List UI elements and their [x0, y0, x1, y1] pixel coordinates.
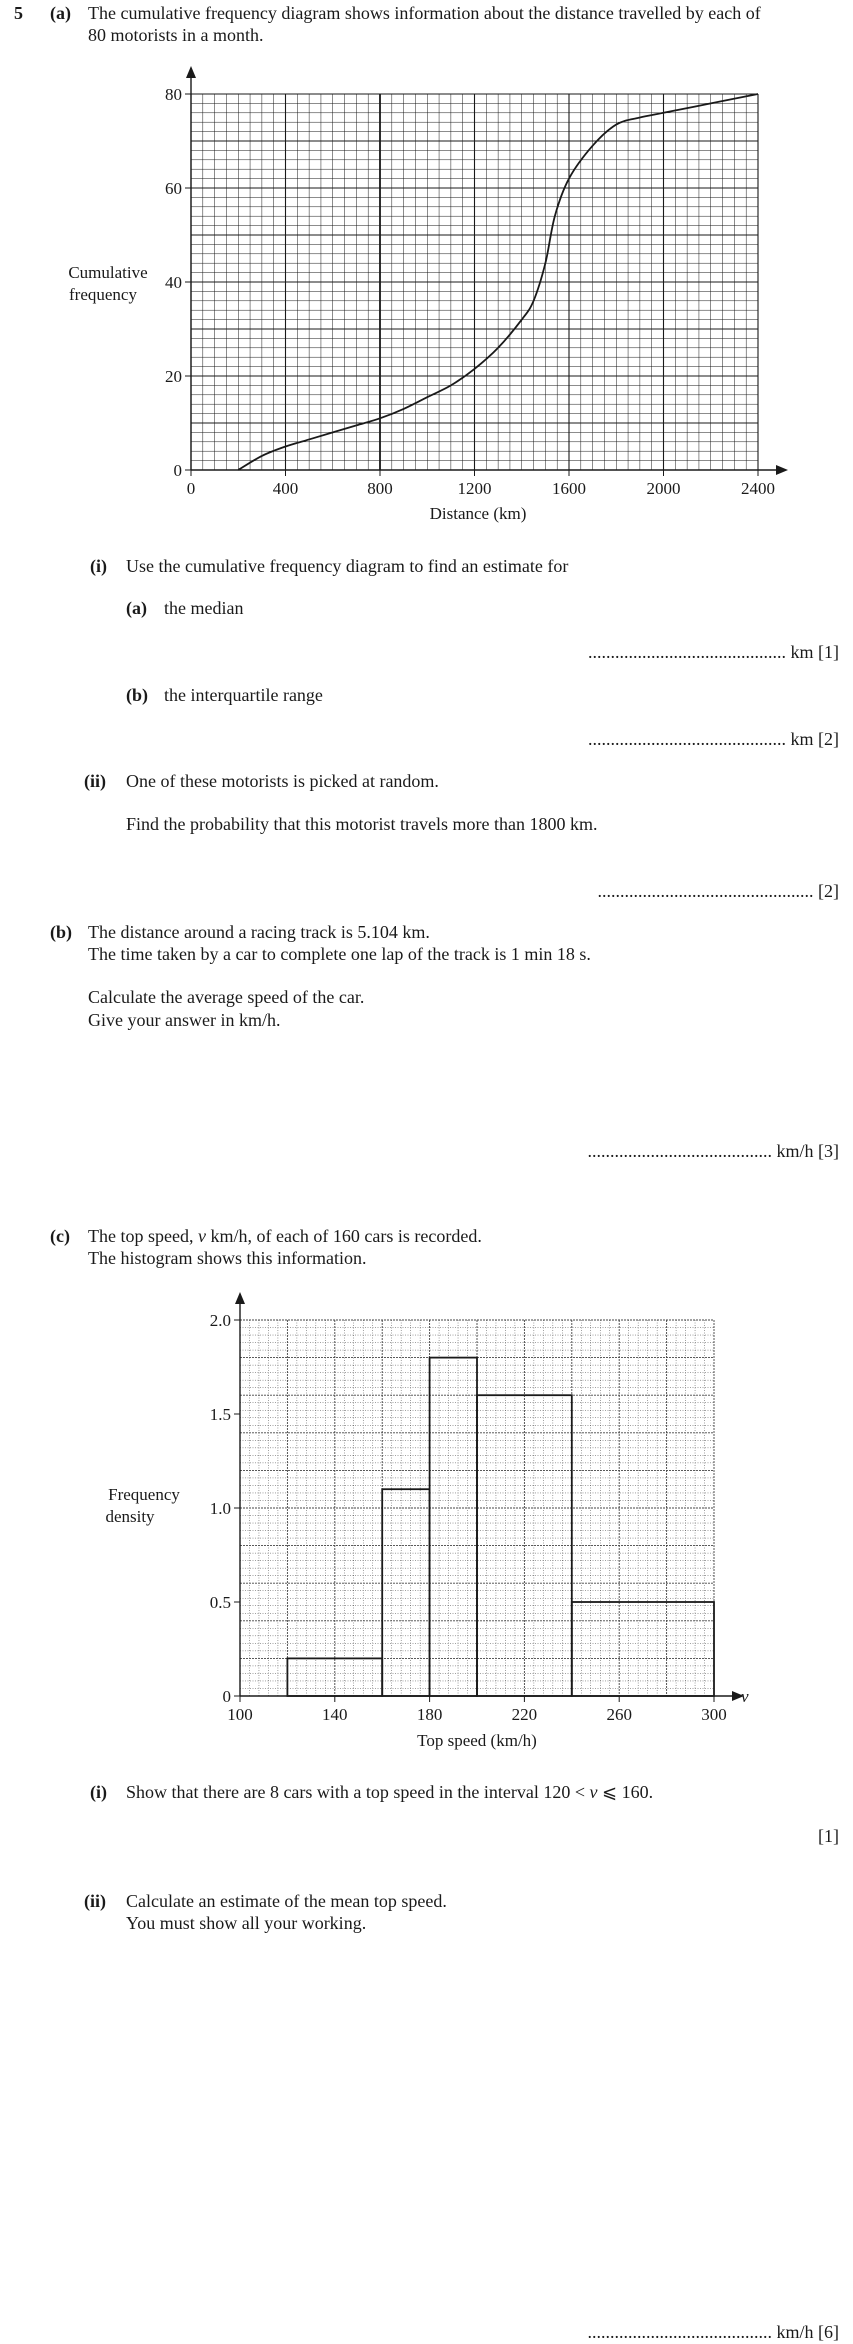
hist-y-tick-label: 0 [222, 1687, 231, 1706]
cf-y-tick-label: 80 [165, 85, 182, 104]
hist-bars [287, 1358, 714, 1696]
hist-bar [430, 1358, 477, 1696]
cf-x-tick-label: 1600 [552, 479, 586, 498]
part-a-i-b-label: (b) [126, 685, 148, 705]
part-c-line1: The top speed, v km/h, of each of 160 cars is recorded. [88, 1226, 482, 1246]
cf-x-tick-label: 400 [272, 479, 299, 498]
part-a-i-b-text: the interquartile range [164, 685, 323, 705]
part-b-line3: Calculate the average speed of the car. [88, 987, 365, 1007]
part-a-i-text: Use the cumulative frequency diagram to find an estimate for [126, 556, 569, 576]
hist-y-tick-label: 1.0 [209, 1499, 231, 1518]
cf-ylabel-line1: Cumulative [68, 263, 148, 282]
answer-line-median[interactable]: ............................................ km [1] [588, 642, 839, 662]
part-c-ii-text1: Calculate an estimate of the mean top speed. [126, 1891, 447, 1911]
answer-line-iqr[interactable]: ............................................ km [2] [588, 729, 839, 749]
cf-y-tick-label: 20 [165, 367, 182, 386]
hist-x-tick-label: 180 [416, 1705, 443, 1724]
cf-x-tick-label: 2000 [646, 479, 681, 498]
part-a-ii-text1: One of these motorists is picked at random. [126, 771, 439, 791]
cf-y-tick-label: 40 [165, 273, 182, 292]
hist-x-tick-label: 220 [511, 1705, 538, 1724]
hist-x-tick-label: 300 [701, 1705, 727, 1724]
part-a-i-label: (i) [90, 556, 107, 576]
cf-y-arrow [186, 66, 196, 78]
part-a-i-a-label: (a) [126, 598, 147, 618]
part-b-label: (b) [50, 922, 72, 942]
hist-xvar: v [741, 1687, 749, 1706]
hist-y-tick-label: 2.0 [209, 1311, 231, 1330]
hist-axes [235, 1292, 744, 1701]
hist-y-tick-label: 0.5 [209, 1593, 231, 1612]
question-number: 5 [14, 3, 23, 23]
part-c-i-text: Show that there are 8 cars with a top speed in the interval 120 < v ⩽ 160. [126, 1782, 654, 1802]
histogram-chart [0, 1280, 853, 1760]
hist-bar [382, 1489, 429, 1696]
hist-y-tick-label: 1.5 [209, 1405, 231, 1424]
part-c-label: (c) [50, 1226, 70, 1246]
part-a-ii-label: (ii) [84, 771, 106, 791]
cf-y-tick-label: 0 [173, 461, 182, 480]
part-b-line4: Give your answer in km/h. [88, 1010, 281, 1030]
hist-xlabel: Top speed (km/h) [417, 1731, 537, 1750]
part-b-line2: The time taken by a car to complete one lap of the track is 1 min 18 s. [88, 944, 591, 964]
part-a-ii-text2: Find the probability that this motorist travels more than 1800 km. [126, 814, 598, 834]
part-c-line2: The histogram shows this information. [88, 1248, 367, 1268]
part-a-i-a-text: the median [164, 598, 244, 618]
cf-x-tick-label: 800 [367, 479, 393, 498]
hist-x-tick-label: 260 [606, 1705, 632, 1724]
cf-x-arrow [776, 465, 788, 475]
hist-x-tick-label: 100 [227, 1705, 253, 1724]
cf-x-tick-label: 1200 [457, 479, 492, 498]
cf-ylabel-line2: frequency [69, 285, 137, 304]
part-b-line1: The distance around a racing track is 5.104 km. [88, 922, 430, 942]
part-a-label: (a) [50, 3, 71, 23]
cumulative-frequency-chart [0, 60, 853, 540]
hist-y-arrow [235, 1292, 245, 1304]
part-a-intro-line1: The cumulative frequency diagram shows information about the distance travelled by each of [88, 3, 761, 23]
cf-xlabel: Distance (km) [429, 504, 527, 523]
cf-y-tick-label: 60 [165, 179, 182, 198]
hist-x-tick-label: 140 [322, 1705, 348, 1724]
hist-ylabel-line2: density [105, 1507, 155, 1526]
part-c-i-label: (i) [90, 1782, 107, 1802]
answer-line-probability[interactable]: ................................................ [2] [597, 881, 839, 901]
part-c-ii-label: (ii) [84, 1891, 106, 1911]
answer-line-mean[interactable]: ......................................... km/h [6] [587, 2322, 839, 2342]
cf-grid [191, 94, 758, 470]
part-a-intro-line2: 80 motorists in a month. [88, 25, 264, 45]
hist-ylabel-line1: Frequency [108, 1485, 180, 1504]
part-c-i-marks: [1] [818, 1826, 839, 1846]
hist-bar [572, 1602, 714, 1696]
answer-line-speed[interactable]: ......................................... km/h [3] [587, 1141, 839, 1161]
cf-x-tick-label: 2400 [741, 479, 775, 498]
cf-x-tick-label: 0 [186, 479, 196, 498]
part-c-ii-text2: You must show all your working. [126, 1913, 367, 1933]
